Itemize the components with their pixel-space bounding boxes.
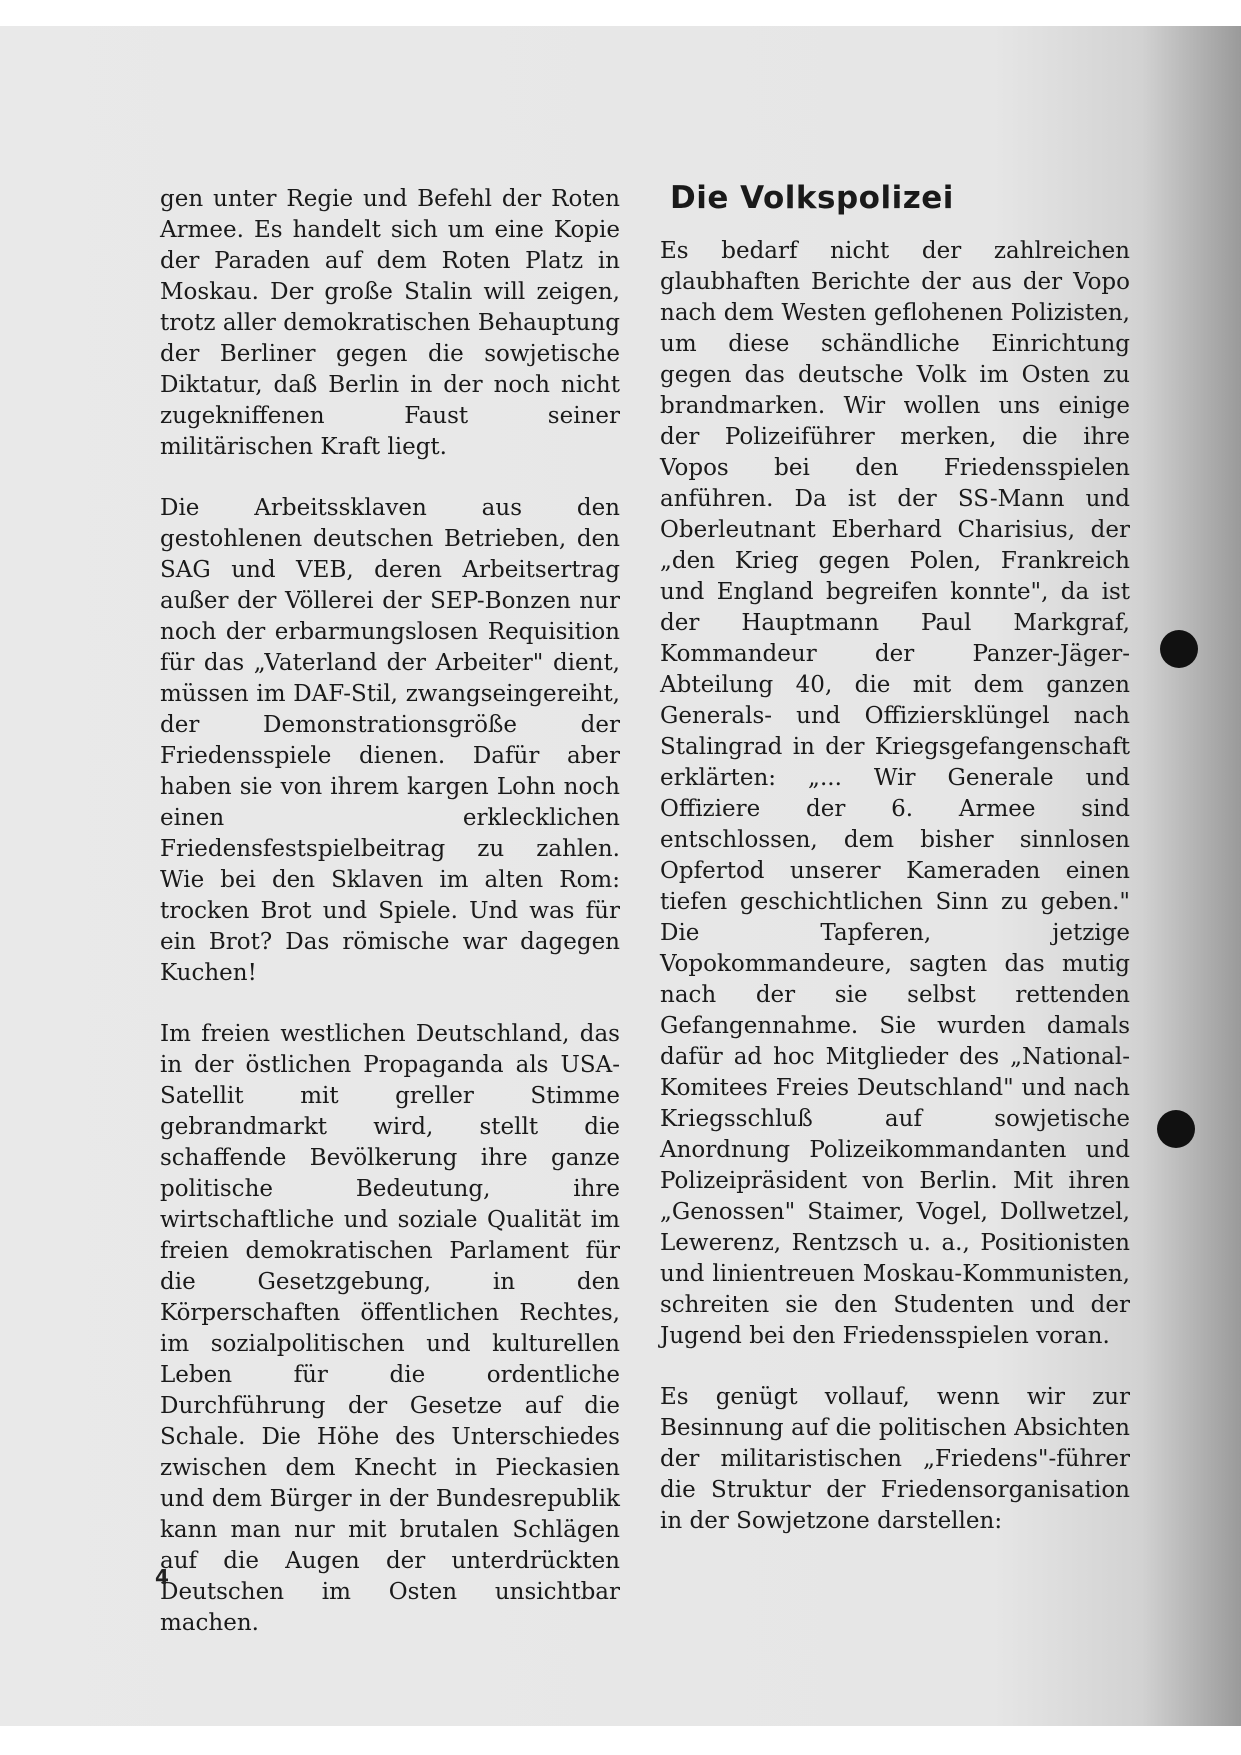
right-paragraph-1: Es bedarf nicht der zahlreichen glaubhaften Berichte der aus der Vopo nach dem Westen geflohenen Polizisten, um diese schändliche Einrichtung gegen das deutsche Volk im Osten zu brandmarken. Wir wollen uns einige der Polizeiführer merken, die ihre Vopos bei den Friedensspielen anführen. Da ist der SS-Mann und Oberleutnant Eberhard Charisius, der „den Krieg gegen Polen, Frankreich und England begreifen konnte", da ist der Hauptmann Paul Markgraf, Kommandeur der Panzer-Jäger-Abteilung 40, die mit dem ganzen Generals- und Offiziersklüngel nach Stalingrad in der Kriegsgefangenschaft erklärten: „... Wir Generale und Offiziere der 6. Armee sind entschlossen, dem bisher sinnlosen Opfertod unserer Kameraden einen tiefen geschichtlichen Sinn zu geben." Die Tapferen, jetzige Vopokommandeure, sagten das mutig nach der sie selbst rettenden Gefangennahme. Sie wurden damals dafür ad hoc Mitglieder des „National-Komitees Freies Deutschland" und nach Kriegsschluß auf sowjetische Anordnung Polizeikommandanten und Polizeipräsident von Berlin. Mit ihren „Genossen" Staimer, Vogel, Dollwetzel, Lewerenz, Rentzsch u. a., Positionisten und linientreuen Moskau-Kommunisten, schreiten sie den Studenten und der Jugend bei den Friedensspielen voran. [660,238,1130,1349]
section-heading: Die Volkspolizei [670,180,954,216]
punch-hole-lower [1157,1110,1195,1148]
right-paragraph-2: Es genügt vollauf, wenn wir zur Besinnung auf die politischen Absichten der militaristischen „Friedens"-führer die Struktur der Friedensorganisation in der Sowjetzone darstellen: [660,1384,1130,1534]
left-paragraph-1: gen unter Regie und Befehl der Roten Armee. Es handelt sich um eine Kopie der Paraden auf dem Roten Platz in Moskau. Der große Stalin will zeigen, trotz aller demokratischen Behauptung der Berliner gegen die sowjetische Diktatur, daß Berlin in der noch nicht zugekniffenen Faust seiner militärischen Kraft liegt. [160,186,620,460]
punch-hole-upper [1160,630,1198,668]
page-number: 4 [155,1565,169,1589]
left-paragraph-3: Im freien westlichen Deutschland, das in der östlichen Propaganda als USA-Satellit mit greller Stimme gebrandmarkt wird, stellt die schaffende Bevölkerung ihre ganze politische Bedeutung, ihre wirtschaftliche und soziale Qualität im freien demokratischen Parlament für die Gesetzgebung, in den Körperschaften öffentlichen Rechtes, im sozialpolitischen und kulturellen Leben für die ordentliche Durchführung der Gesetze auf die Schale. Die Höhe des Unterschiedes zwischen dem Knecht in Pieckasien und dem Bürger in der Bundesrepublik kann man nur mit brutalen Schlägen auf die Augen der unterdrückten Deutschen im Osten unsichtbar machen. [160,1021,620,1636]
left-column [160,184,620,1639]
right-column [660,180,1130,1537]
left-paragraph-2: Die Arbeitssklaven aus den gestohlenen deutschen Betrieben, den SAG und VEB, deren Arbeitsertrag außer der Völlerei der SEP-Bonzen nur noch der erbarmungslosen Requisition für das „Vaterland der Arbeiter" dient, müssen im DAF-Stil, zwangseingereiht, der Demonstrationsgröße der Friedensspiele dienen. Dafür aber haben sie von ihrem kargen Lohn noch einen erklecklichen Friedensfestspielbeitrag zu zahlen. Wie bei den Sklaven im alten Rom: trocken Brot und Spiele. Und was für ein Brot? Das römische war dagegen Kuchen! [160,495,620,986]
